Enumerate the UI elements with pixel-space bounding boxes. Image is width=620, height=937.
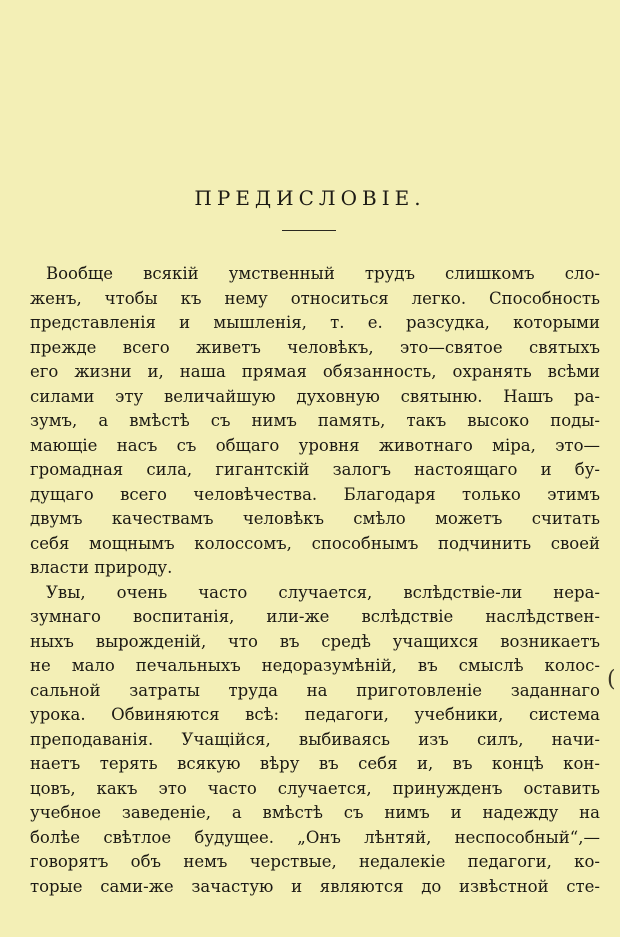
paragraph-2 <box>30 581 600 900</box>
text-line: представленія и мышленія, т. е. разсудка, которыми <box>30 313 600 332</box>
text-line: дущаго всего человѣчества. Благодаря только этимъ <box>30 484 600 504</box>
text-line: себя мощнымъ колоссомъ, способнымъ подчинить своей <box>30 533 600 553</box>
text-line: урока. Обвиняются всѣ: педагоги, учебники, система <box>30 705 600 724</box>
text-line: учебное заведеніе, а вмѣстѣ съ нимъ и надежду на <box>30 803 600 822</box>
body-text <box>30 262 600 899</box>
text-line: цовъ, какъ это часто случается, принужденъ оставить <box>30 778 600 798</box>
page-title: ПРЕДИСЛОВІЕ. <box>194 186 426 210</box>
text-line: мающіе насъ съ общаго уровня животнаго міра, это— <box>30 435 600 455</box>
text-line: зумъ, а вмѣстѣ съ нимъ память, такъ высоко поды- <box>30 411 600 430</box>
text-line: двумъ качествамъ человѣкъ смѣло можетъ считать <box>30 509 600 528</box>
text-line: силами эту величайшую духовную святыню. Нашъ ра- <box>30 386 600 406</box>
paragraph-1 <box>30 262 600 581</box>
text-line: власти природу. <box>30 558 173 577</box>
text-line: не мало печальныхъ недоразумѣній, въ смыслѣ колос- <box>30 656 600 675</box>
text-line: Вообще всякій умственный трудъ слишкомъ сло- <box>46 264 600 283</box>
text-line: болѣе свѣтлое будущее. „Онъ лѣнтяй, неспособный“,— <box>30 827 600 847</box>
text-line: женъ, чтобы къ нему относиться легко. Способность <box>30 288 600 308</box>
text-line: говорятъ объ немъ черствые, недалекіе педагоги, ко- <box>30 852 600 871</box>
margin-mark: ( <box>607 667 616 692</box>
text-line: торые сами-же зачастую и являются до извѣстной сте- <box>30 876 600 896</box>
text-line: ныхъ вырожденій, что въ средѣ учащихся возникаетъ <box>30 631 600 651</box>
text-line: громадная сила, гигантскій залогъ настоящаго и бу- <box>30 460 600 479</box>
text-line: Увы, очень часто случается, вслѣдствіе-ли нера- <box>46 582 600 602</box>
text-line: преподаванія. Учащійся, выбиваясь изъ силъ, начи- <box>30 729 600 749</box>
text-line: его жизни и, наша прямая обязанность, охранять всѣми <box>30 362 600 381</box>
text-line: прежде всего живетъ человѣкъ, это—святое святыхъ <box>30 337 600 357</box>
title-rule <box>282 230 336 231</box>
text-line: сальной затраты труда на приготовленіе заданнаго <box>30 680 600 700</box>
text-line: зумнаго воспитанія, или-же вслѣдствіе наслѣдствен- <box>30 607 600 626</box>
text-line: наетъ терять всякую вѣру въ себя и, въ концѣ кон- <box>30 754 600 773</box>
